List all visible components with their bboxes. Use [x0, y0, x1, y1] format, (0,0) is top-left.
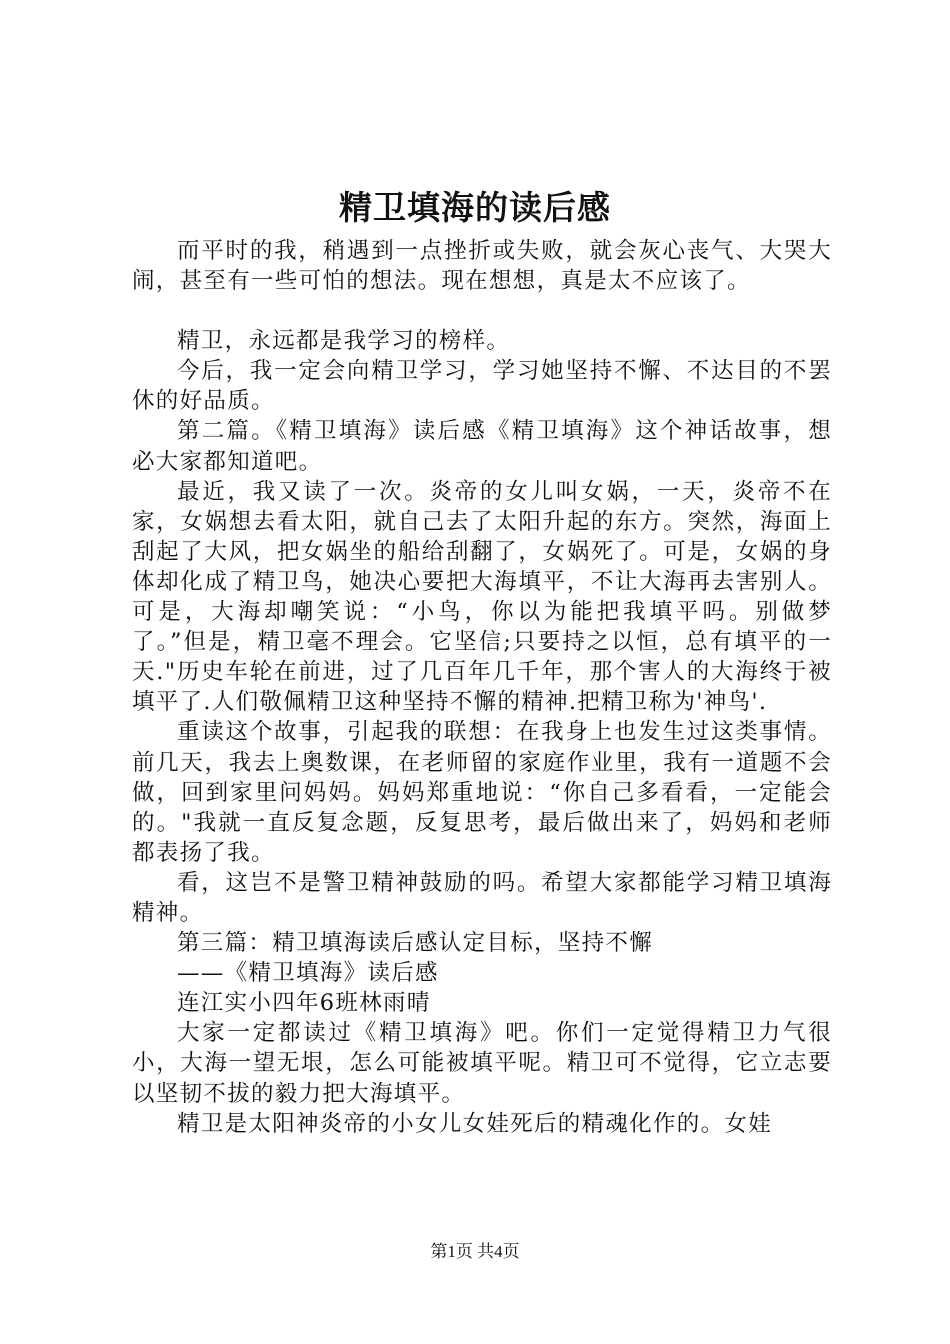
document-body [132, 236, 832, 1139]
page-number-footer: 第1页 共4页 [430, 1242, 520, 1261]
paragraph: 精卫是太阳神炎帝的小女儿女娃死后的精魂化作的。女娃 [177, 1110, 773, 1137]
paragraph: 今后，我一定会向精卫学习，学习她坚持不懈、不达目的不罢休的好品质。 [132, 358, 832, 415]
paragraph: 连江实小四年6班林雨晴 [177, 990, 431, 1017]
paragraph: ——《精卫填海》读后感 [177, 960, 439, 987]
paragraph: 而平时的我，稍遇到一点挫折或失败，就会灰心丧气、大哭大闹，甚至有一些可怕的想法。现在想想，真是太不应该了。 [132, 238, 832, 295]
paragraph: 最近，我又读了一次。炎帝的女儿叫女娲，一天，炎帝不在家，女娲想去看太阳，就自己去了太阳升起的东方。突然，海面上刮起了大风，把女娲坐的船给刮翻了，女娲死了。可是，女娲的身体却化成了精卫鸟，她决心要把大海填平，不让大海再去害别人。可是，大海却嘲笑说：“小鸟，你以为能把我填平吗。别做梦了。”但是，精卫毫不理会。它坚信;只要持之以恒，总有填平的一天."历史车轮在前进，过了几百年几千年，那个害人的大海终于被填平了.人们敬佩精卫这种坚持不懈的精神.把精卫称为'神鸟'. [132, 478, 832, 716]
paragraph: 精卫，永远都是我学习的榜样。 [177, 328, 511, 355]
paragraph: 第三篇：精卫填海读后感认定目标，坚持不懈 [177, 930, 654, 957]
paragraph: 大家一定都读过《精卫填海》吧。你们一定觉得精卫力气很小，大海一望无垠，怎么可能被填平呢。精卫可不觉得，它立志要以坚韧不拔的毅力把大海填平。 [132, 1020, 832, 1107]
paragraph: 第二篇。《精卫填海》读后感《精卫填海》这个神话故事，想必大家都知道吧。 [132, 418, 832, 475]
paragraph: 看，这岂不是警卫精神鼓励的吗。希望大家都能学习精卫填海精神。 [132, 869, 832, 926]
document-title: 精卫填海的读后感 [339, 188, 611, 227]
paragraph: 重读这个故事，引起我的联想：在我身上也发生过这类事情。前几天，我去上奥数课，在老师留的家庭作业里，我有一道题不会做，回到家里问妈妈。妈妈郑重地说：“你自己多看看，一定能会的。"我就一直反复念题，反复思考，最后做出来了，妈妈和老师都表扬了我。 [132, 719, 832, 866]
